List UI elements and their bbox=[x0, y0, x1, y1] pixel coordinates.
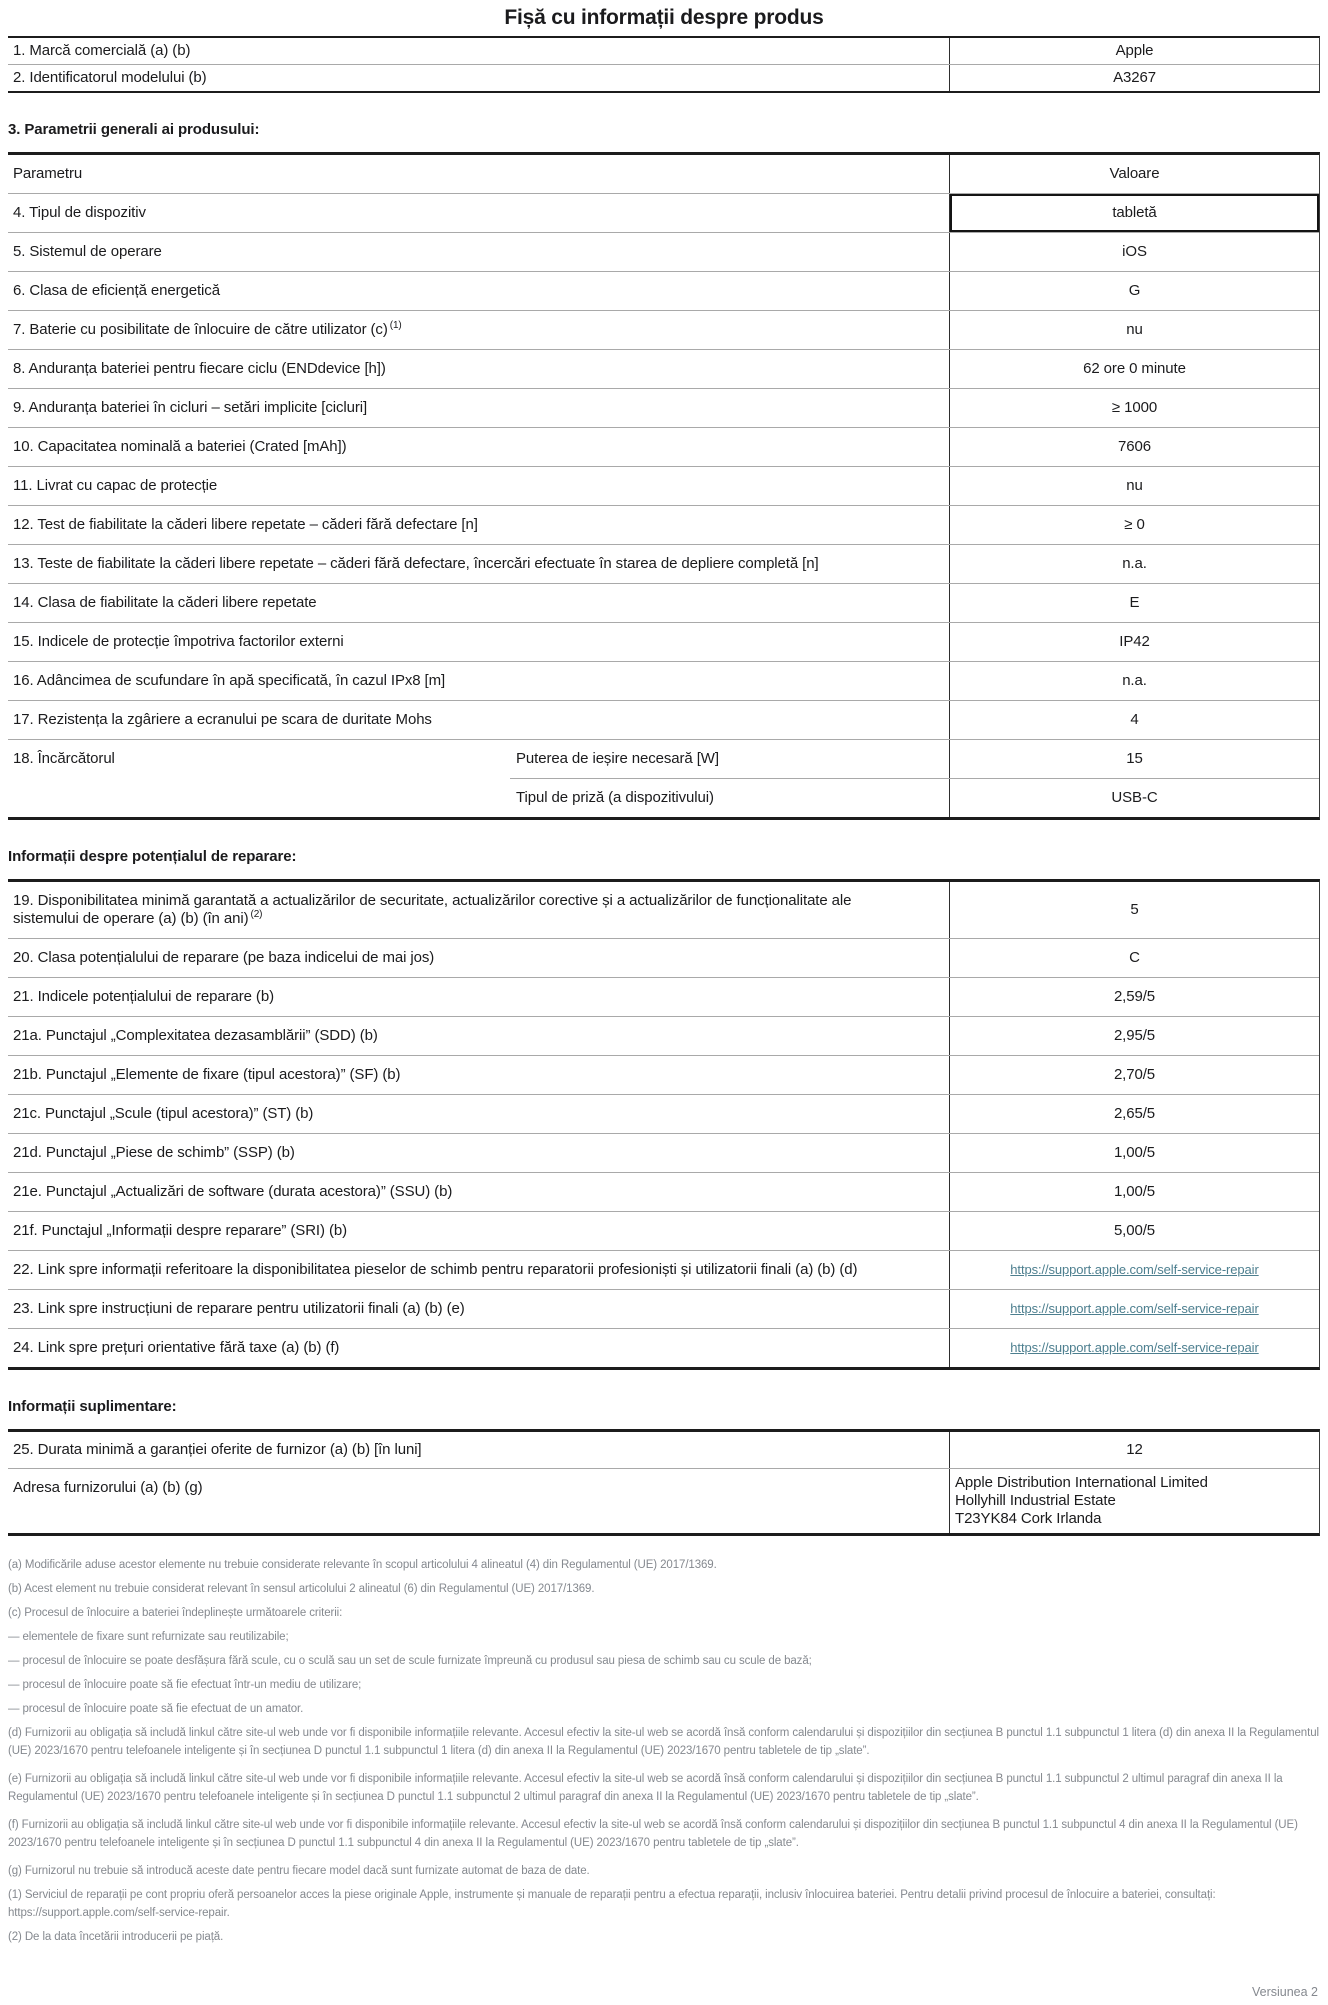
footnote-c-item: — procesul de înlocuire poate să fie efectuat într-un mediu de utilizare; bbox=[8, 1679, 362, 1691]
row-value bbox=[949, 1251, 1319, 1289]
row-label: 1. Marcă comercială (a) (b) bbox=[13, 42, 191, 59]
table-row bbox=[8, 1016, 1319, 1055]
row-label: 6. Clasa de eficiență energetică bbox=[13, 282, 220, 299]
row-value: 15 bbox=[949, 740, 1319, 778]
footnote-c-item: — elementele de fixare sunt refurnizate sau reutilizabile; bbox=[8, 1631, 289, 1643]
product-info-sheet bbox=[0, 5, 1328, 1999]
footnote-a: (a) Modificările aduse acestor elemente nu trebuie considerate relevante în scopul articolului 4 alineatul (4) din Regulamentul (UE) 2017/1369. bbox=[8, 1559, 717, 1571]
row-value: 62 ore 0 minute bbox=[949, 350, 1319, 388]
row-value: ≥ 0 bbox=[949, 506, 1319, 544]
row-label: 22. Link spre informații referitoare la disponibilitatea pieselor de schimb pentru reparatorii profesioniști și utilizatorii finali (a) (b) (d) bbox=[13, 1261, 858, 1278]
row-label: 21b. Punctajul „Elemente de fixare (tipul acestora)” (SF) (b) bbox=[13, 1066, 401, 1083]
row-label: 8. Anduranța bateriei pentru fiecare ciclu (ENDdevice [h]) bbox=[13, 360, 386, 377]
table-row bbox=[8, 1172, 1319, 1211]
row-label: 19. Disponibilitatea minimă garantată a actualizărilor de securitate, actualizărilor corective și a actualizărilor de funcționalitate ale sistemului de operare (a) (b) (în ani) $^{(2)}$ bbox=[13, 892, 852, 927]
row-label: 21e. Punctajul „Actualizări de software (durata acestora)” (SSU) (b) bbox=[13, 1183, 453, 1200]
footnotes bbox=[8, 1556, 1320, 1946]
footnote-g: (g) Furnizorul nu trebuie să introducă aceste date pentru fiecare model dacă sunt furnizate automat de baza de date. bbox=[8, 1865, 590, 1877]
column-header-param: Parametru bbox=[13, 165, 83, 182]
row-label: 13. Teste de fiabilitate la căderi libere repetate – căderi fără defectare, încercări efectuate în starea de depliere completă [n] bbox=[13, 555, 819, 572]
footnote-c-item: — procesul de înlocuire poate să fie efectuat de un amator. bbox=[8, 1703, 304, 1715]
address-line: Apple Distribution International Limited bbox=[955, 1474, 1208, 1491]
row-value: n.a. bbox=[949, 662, 1319, 700]
address-line: T23YK84 Cork Irlanda bbox=[955, 1510, 1102, 1527]
self-service-repair-link[interactable]: https://support.apple.com/self-service-repair bbox=[1010, 1301, 1259, 1316]
row-label: 7. Baterie cu posibilitate de înlocuire de către utilizator (c) $^{(1)}$ bbox=[13, 320, 402, 338]
table-row bbox=[8, 388, 1319, 427]
row-value: A3267 bbox=[949, 65, 1319, 91]
footnote-d: (d) Furnizorii au obligația să includă linkul către site-ul web unde vor fi disponibile informațiile relevante. Accesul efectiv la site-ul web se acordă însă conform calendarului și dispozițiilor din secțiunea B punctul 1.1 subpunctul 1 litera (d) din anexa II la Regulamentul (UE) 2023/1670 pentru telefoanele inteligente și în secțiunea D punctul 1.1 subpunctul 1 litera (d) din anexa II la Regulamentul (UE) 2023/1670 pentru tabletele de tip „slate”. bbox=[8, 1727, 1319, 1757]
table-row bbox=[8, 544, 1319, 583]
row-value: 1,00/5 bbox=[949, 1173, 1319, 1211]
page-title: Fișă cu informații despre produs bbox=[504, 6, 824, 29]
supplier-address bbox=[949, 1469, 1319, 1533]
row-label: 21c. Punctajul „Scule (tipul acestora)” (ST) (b) bbox=[13, 1105, 314, 1122]
table-row bbox=[8, 427, 1319, 466]
table-row bbox=[8, 466, 1319, 505]
table-row bbox=[8, 938, 1319, 977]
table-row bbox=[8, 64, 1319, 91]
table-row bbox=[8, 310, 1319, 349]
row-label: 21a. Punctajul „Complexitatea dezasamblării” (SDD) (b) bbox=[13, 1027, 378, 1044]
table-row bbox=[8, 583, 1319, 622]
footnote-f: (f) Furnizorii au obligația să includă linkul către site-ul web unde vor fi disponibile informațiile relevante. Accesul efectiv la site-ul web se acordă însă conform calendarului și dispozițiilor din secțiunea B punctul 1.1 subpunctul 4 din anexa II la Regulamentul (UE) 2023/1670 pentru telefoanele inteligente și în secțiunea D punctul 1.1 subpunctul 4 din anexa II la Regulamentul (UE) 2023/1670 pentru tabletele de tip „slate”. bbox=[8, 1819, 1298, 1849]
row-value-highlighted: tabletă bbox=[949, 194, 1319, 232]
row-value: iOS bbox=[949, 233, 1319, 271]
row-label: 12. Test de fiabilitate la căderi libere repetate – căderi fără defectare [n] bbox=[13, 516, 478, 533]
table-row bbox=[8, 1432, 1319, 1468]
row-label: 21f. Punctajul „Informații despre reparare” (SRI) (b) bbox=[13, 1222, 347, 1239]
table-row bbox=[8, 232, 1319, 271]
row-value: C bbox=[949, 939, 1319, 977]
row-label: 14. Clasa de fiabilitate la căderi libere repetate bbox=[13, 594, 317, 611]
table-row bbox=[8, 977, 1319, 1016]
table-row bbox=[8, 505, 1319, 544]
table-row bbox=[8, 193, 1319, 232]
row-label: 25. Durata minimă a garanției oferite de furnizor (a) (b) [în luni] bbox=[13, 1441, 422, 1458]
row-value: 2,70/5 bbox=[949, 1056, 1319, 1094]
row-label: 4. Tipul de dispozitiv bbox=[13, 204, 146, 221]
row-value bbox=[949, 1329, 1319, 1367]
row-value: G bbox=[949, 272, 1319, 310]
table-row bbox=[8, 622, 1319, 661]
row-label: 5. Sistemul de operare bbox=[13, 243, 162, 260]
table-row bbox=[8, 661, 1319, 700]
supplementary-table bbox=[8, 1429, 1320, 1536]
section-heading-general: 3. Parametrii generali ai produsului: bbox=[8, 121, 260, 138]
footnote-2: (2) De la data încetării introducerii pe piață. bbox=[8, 1931, 224, 1943]
row-label: 15. Indicele de protecție împotriva factorilor externi bbox=[13, 633, 344, 650]
section-heading-repair: Informații despre potențialul de reparare: bbox=[8, 848, 297, 865]
self-service-repair-link[interactable]: https://support.apple.com/self-service-repair bbox=[1010, 1340, 1259, 1355]
row-label: 18. Încărcătorul bbox=[13, 750, 115, 767]
table-row bbox=[8, 882, 1319, 938]
row-value: ≥ 1000 bbox=[949, 389, 1319, 427]
row-label: 20. Clasa potențialului de reparare (pe baza indicelui de mai jos) bbox=[13, 949, 435, 966]
row-value: USB-C bbox=[949, 779, 1319, 817]
row-value: 1,00/5 bbox=[949, 1134, 1319, 1172]
charger-row bbox=[8, 739, 1319, 817]
footnote-ref-1: (1) bbox=[389, 320, 402, 331]
row-value: nu bbox=[949, 467, 1319, 505]
column-header-value: Valoare bbox=[949, 155, 1319, 193]
row-value: nu bbox=[949, 311, 1319, 349]
version-label: Versiunea 2 bbox=[1251, 1985, 1318, 1999]
row-label: 21d. Punctajul „Piese de schimb” (SSP) (b) bbox=[13, 1144, 295, 1161]
supplier-address-row bbox=[8, 1468, 1319, 1533]
table-row bbox=[8, 349, 1319, 388]
row-label: 24. Link spre prețuri orientative fără taxe (a) (b) (f) bbox=[13, 1339, 340, 1356]
row-label: 21. Indicele potențialului de reparare (b) bbox=[13, 988, 274, 1005]
row-value: IP42 bbox=[949, 623, 1319, 661]
row-value: E bbox=[949, 584, 1319, 622]
section-heading-supplementary: Informații suplimentare: bbox=[8, 1398, 177, 1415]
table-row bbox=[8, 1133, 1319, 1172]
table-row bbox=[8, 1328, 1319, 1367]
row-value: Apple bbox=[949, 38, 1319, 64]
repair-table bbox=[8, 879, 1320, 1370]
row-value: 2,65/5 bbox=[949, 1095, 1319, 1133]
row-label: 11. Livrat cu capac de protecție bbox=[13, 477, 218, 494]
row-value: 5 bbox=[949, 882, 1319, 938]
row-sublabel: Puterea de ieșire necesară [W] bbox=[516, 750, 719, 767]
row-label: 10. Capacitatea nominală a bateriei (Crated [mAh]) bbox=[13, 438, 347, 455]
row-label: Adresa furnizorului (a) (b) (g) bbox=[13, 1479, 203, 1496]
table-row bbox=[8, 38, 1319, 64]
table-row bbox=[510, 740, 1319, 778]
row-label: 17. Rezistența la zgâriere a ecranului pe scara de duritate Mohs bbox=[13, 711, 432, 728]
self-service-repair-link[interactable]: https://support.apple.com/self-service-repair bbox=[1010, 1262, 1259, 1277]
footnote-1: (1) Serviciul de reparații pe cont propriu oferă persoanelor acces la piese originale Apple, instrumente și manuale de reparații pentru a efectua reparații, inclusiv înlocuirea bateriei. Pentru detalii privind procesul de înlocuire a bateriei, consultați: https://support.apple.com/self-service-repair. bbox=[8, 1889, 1216, 1919]
row-value: 5,00/5 bbox=[949, 1212, 1319, 1250]
row-value: 2,95/5 bbox=[949, 1017, 1319, 1055]
general-table bbox=[8, 152, 1320, 820]
footnote-c-item: — procesul de înlocuire se poate desfășura fără scule, cu o sculă sau un set de scule furnizate împreună cu produsul sau piesa de schimb sau cu scule de bază; bbox=[8, 1655, 812, 1667]
row-label: 9. Anduranța bateriei în cicluri – setări implicite [cicluri] bbox=[13, 399, 368, 416]
table-row bbox=[8, 1289, 1319, 1328]
footnote-b: (b) Acest element nu trebuie considerat relevant în sensul articolului 2 alineatul (6) din Regulamentul (UE) 2017/1369. bbox=[8, 1583, 595, 1595]
row-value: 2,59/5 bbox=[949, 978, 1319, 1016]
table-row bbox=[510, 778, 1319, 817]
row-label: 16. Adâncimea de scufundare în apă specificată, în cazul IPx8 [m] bbox=[13, 672, 446, 689]
row-value: 7606 bbox=[949, 428, 1319, 466]
footnote-e: (e) Furnizorii au obligația să includă linkul către site-ul web unde vor fi disponibile informațiile relevante. Accesul efectiv la site-ul web se acordă însă conform calendarului și dispozițiilor din secțiunea B punctul 1.1 subpunctul 2 ultimul paragraf din anexa II la Regulamentul (UE) 2023/1670 pentru telefoanele inteligente și în secțiunea D punctul 1.1 subpunctul 2 ultimul paragraf din anexa II la Regulamentul (UE) 2023/1670 pentru tabletele de tip „slate”. bbox=[8, 1773, 1283, 1803]
table-row bbox=[8, 1094, 1319, 1133]
address-line: Hollyhill Industrial Estate bbox=[955, 1492, 1116, 1509]
table-row bbox=[8, 1211, 1319, 1250]
footnote-c: (c) Procesul de înlocuire a bateriei îndeplinește următoarele criterii: bbox=[8, 1607, 343, 1619]
row-value bbox=[949, 1290, 1319, 1328]
row-value: 12 bbox=[949, 1432, 1319, 1468]
row-label: 23. Link spre instrucțiuni de reparare pentru utilizatorii finali (a) (b) (e) bbox=[13, 1300, 465, 1317]
identification-table bbox=[8, 36, 1320, 93]
row-sublabel: Tipul de priză (a dispozitivului) bbox=[516, 789, 714, 806]
table-row bbox=[8, 700, 1319, 739]
row-label: 2. Identificatorul modelului (b) bbox=[13, 69, 207, 86]
row-value: n.a. bbox=[949, 545, 1319, 583]
table-row bbox=[8, 1250, 1319, 1289]
charger-sub-table bbox=[510, 740, 1319, 817]
table-row bbox=[8, 1055, 1319, 1094]
table-header-row bbox=[8, 155, 1319, 193]
footnote-ref-2: (2) bbox=[250, 909, 263, 920]
row-value: 4 bbox=[949, 701, 1319, 739]
table-row bbox=[8, 271, 1319, 310]
